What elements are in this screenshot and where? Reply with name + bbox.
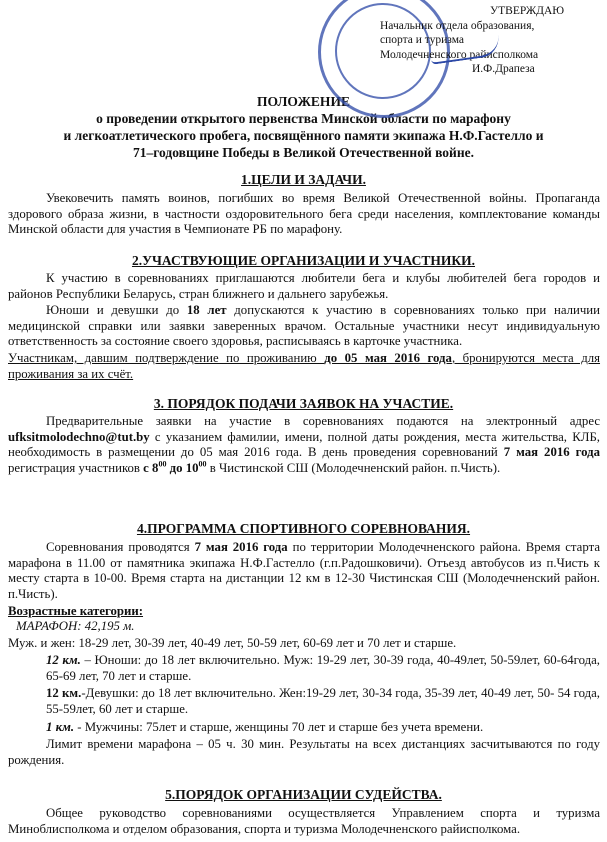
km1-row [46,720,483,735]
section-5-text: Общее руководство соревнованиями осуществляется Управлением спорта и туризма Миноблисполкома и отделом образования, спорта и туризма Молодечненского райисполкома. [8,806,600,836]
marathon-groups: Муж. и жен: 18-29 лет, 30-39 лет, 40-49 лет, 50-59 лет, 60-69 лет и 70 лет и старше. [8,636,457,650]
approval-signer: И.Ф.Драпеза [472,63,535,75]
marathon-label-text: МАРАФОН: 42,195 м. [16,619,135,633]
p3-text-c: , бронируются места для проживания за их счёт. [8,351,601,381]
section-2-heading: 2.УЧАСТВУЮЩИЕ ОРГАНИЗАЦИИ И УЧАСТНИКИ. [131,253,476,268]
marathon-label [16,619,134,634]
section-4-heading: 4.ПРОГРАММА СПОРТИВНОГО СОРЕВНОВАНИЯ. [136,521,471,536]
s3-from: с 8 [143,460,159,475]
document-title [0,93,607,161]
s3-text-2: с указанием фамилии, имени, полной даты рождения, места жительства, КЛБ, необходимость в размещении до 05 мая 2016 года. В день проведения соревнований [8,429,600,460]
title-line-3: 71–годовщине Победы в Великой Отечественной войне. [133,145,474,160]
title-line-1: о проведении открытого первенства Минской области по марафону [96,111,511,126]
section-2-paragraph-1: К участию в соревнованиях приглашаются любители бега и клубы любителей бега городов и районов Республики Беларусь, стран ближнего и дальнего зарубежья. [8,271,600,301]
p2-age: 18 лет [186,303,227,317]
approval-line-1: УТВЕРЖДАЮ [490,5,565,17]
km12-boys [8,653,600,684]
s4-text-2: по территории Молодечненского района. Время старта марафона в 11.00 от памятника экипажа Н.Ф.Гастелло (г.п.Радошковичи). Отъезд автобусов из п.Чисть к месту старта в 10-00. Время старта на дистанции 12 км в 12-30 Чистинская СШ (Молодечненский район. п.Чисть). [8,540,601,601]
section-3-text [8,414,600,476]
s3-email: ufksitmolodechno@tut.by [8,429,150,444]
section-3-heading: 3. ПОРЯДОК ПОДАЧИ ЗАЯВОК НА УЧАСТИЕ. [153,396,454,411]
p3-text-a: Участникам, давшим подтверждение по проживанию [8,351,325,365]
s4-text-1: Соревнования проводятся [46,540,195,554]
age-categories-heading: Возрастные категории: [8,604,144,618]
s3-from-sup: 00 [158,459,167,469]
s3-text-1: Предварительные заявки на участие в соревнованиях подаются на электронный адрес [46,414,600,428]
time-limit: Лимит времени марафона – 05 ч. 30 мин. Результаты на всех дистанциях засчитываются по году рождения. [8,737,600,767]
section-2-paragraph-2 [8,303,600,350]
km12-label: 12 км. [46,653,81,667]
s3-text-4: в Чистинской СШ (Молодечненский район. п.Чисть). [206,460,501,475]
km12-girls-label: 12 км. [46,686,82,700]
km12-girls-text: -Девушки: до 18 лет включительно. Жен:19-29 лет, 30-34 года, 35-39 лет, 40-49 лет, 50- 54 года, 55-59лет, 60 лет и старше. [46,686,600,716]
km1-label: 1 км. [46,720,75,734]
s4-date: 7 мая 2016 года [194,540,288,554]
section-4-text [8,540,600,602]
s3-time-from [143,461,206,475]
title-line-2: и легкоатлетического пробега, посвящённого памяти экипажа Н.Ф.Гастелло и [63,128,544,143]
p2-text-c: допускаются к участию в соревнованиях только при наличии медицинской справки или заявки заверенных врачом. Остальные участники несут индивидуальную ответственность за состояние своего здоровья, расписываясь в карточке участника. [8,303,600,349]
p2-text-a: Юноши и девушки до [46,303,187,317]
section-5-heading: 5.ПОРЯДОК ОРГАНИЗАЦИИ СУДЕЙСТВА. [165,787,442,802]
km12-boys-text: – Юноши: до 18 лет включительно. Муж: 19-29 лет, 30-39 года, 40-49лет, 50-59лет, 60-64года, 65-69 лет, 70 лет и старше. [46,653,601,683]
s3-to: до 10 [166,460,199,475]
title-heading: ПОЛОЖЕНИЕ [257,94,350,109]
s3-date: 7 мая 2016 года [503,445,600,460]
km12-girls [8,686,600,717]
approval-line-4: Молодечненского райисполкома [380,48,539,61]
km1-text: - Мужчины: 75лет и старше, женщины 70 лет и старше без учета времени. [74,720,484,734]
section-2-paragraph-3 [8,351,600,382]
approval-line-3: спорта и туризма [380,34,464,46]
section-1-heading: 1.ЦЕЛИ И ЗАДАЧИ. [241,172,366,187]
section-1-text: Увековечить память воинов, погибших во время Великой Отечественной войны. Пропаганда здорового образа жизни, в частности оздоровительного бега среди населения, комплектование команды Минской области для участия в Чемпионате РБ по марафону. [8,191,600,237]
approval-line-2: Начальник отдела образования, [380,19,535,32]
s3-to-sup: 00 [198,459,207,469]
p3-deadline: до 05 мая 2016 года [324,351,452,365]
s3-text-3: регистрация участников [8,460,144,475]
